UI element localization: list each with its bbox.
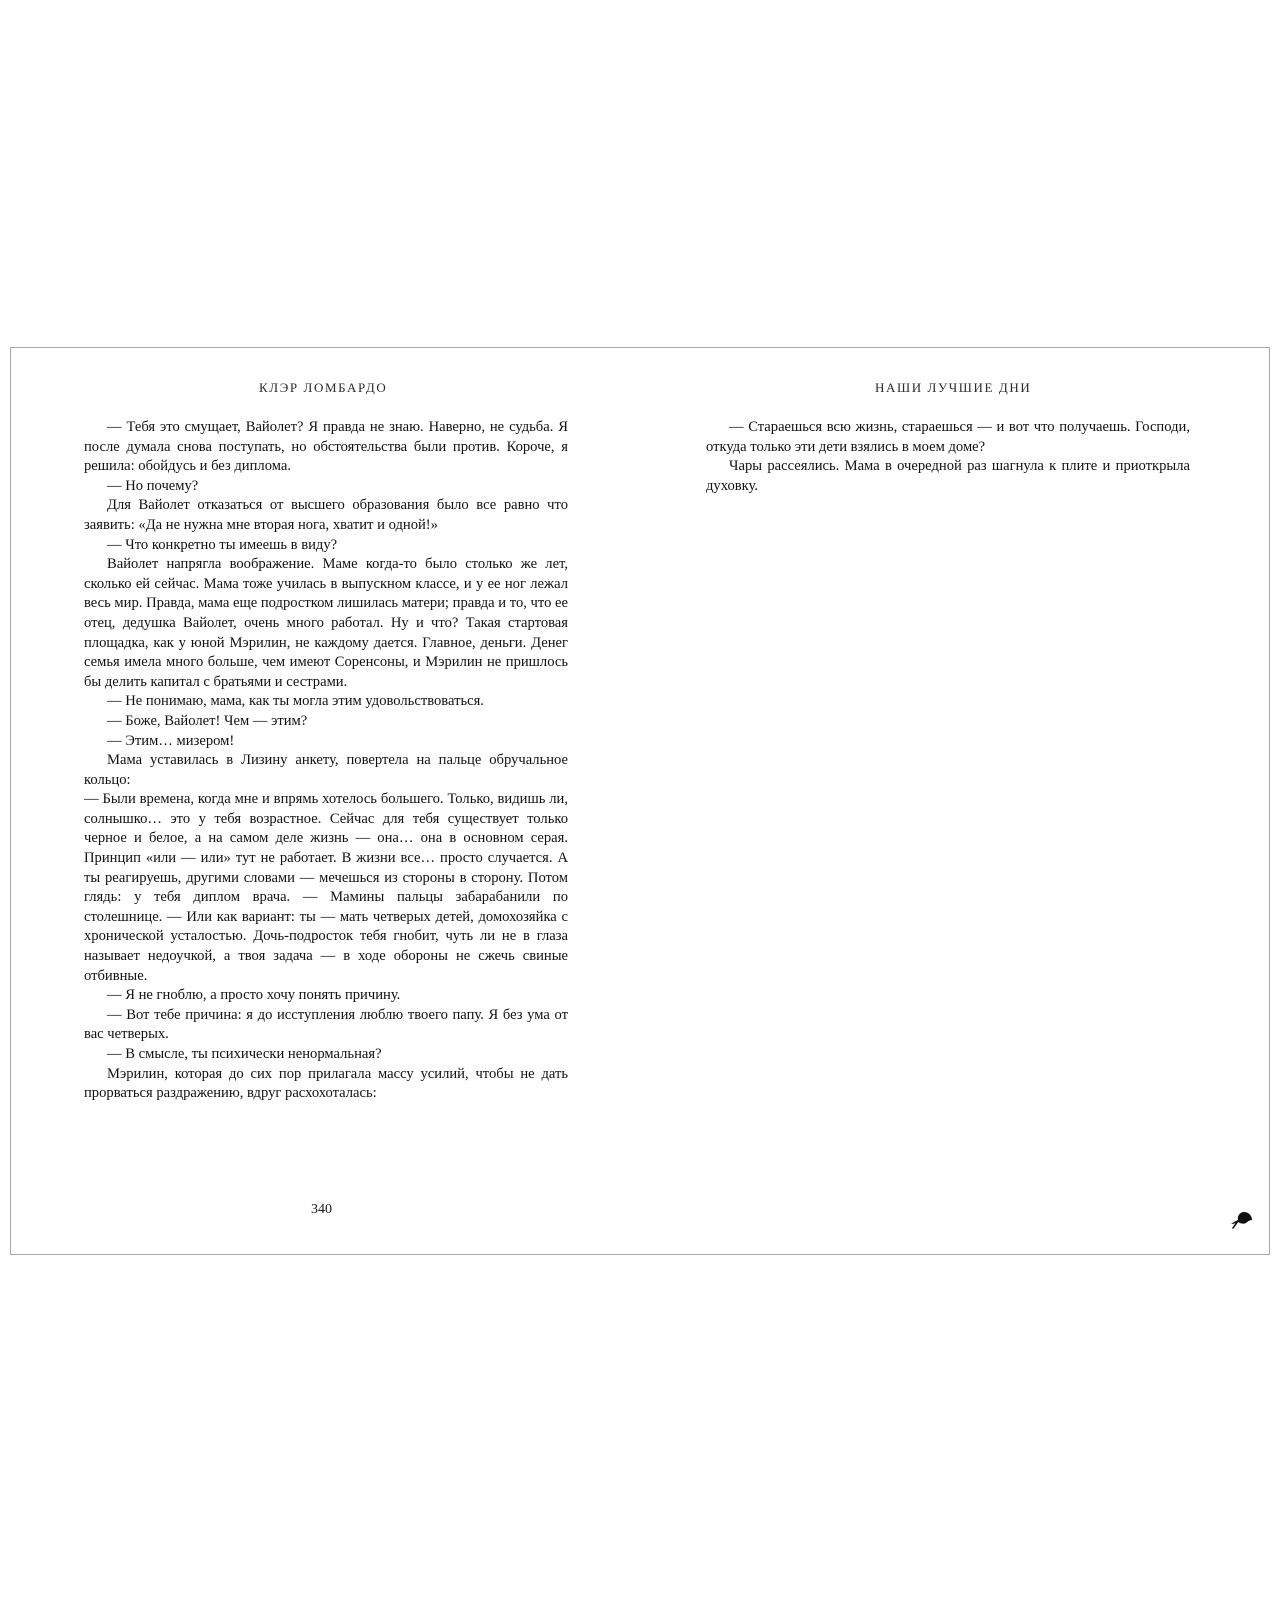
running-head-author: КЛЭР ЛОМБАРДО [259,380,388,395]
paragraph: — Я не гноблю, а просто хочу понять причину. [107,987,401,1004]
paragraph: — Не понимаю, мама, как ты могла этим удовольствоваться. [107,693,484,710]
paragraph: — Этим… мизером! [107,732,235,749]
paragraph: Мэрилин, которая до сих пор прилагала массу усилий, чтобы не дать прорваться раздражению, вдруг расхохоталась: [84,1065,568,1102]
book-spread [10,347,1270,1255]
paragraph: Для Вайолет отказаться от высшего образования было все равно что заявить: «Да не нужна мне вторая нога, хватит и одной!» [84,497,568,533]
left-page-text [84,418,568,1104]
running-head-title: НАШИ ЛУЧШИЕ ДНИ [875,380,1032,395]
paragraph: Вайолет напрягла воображение. Маме когда-то было столько же лет, сколько ей сейчас. Мама тоже училась в выпускном классе, и у ее ног лежал весь мир. Правда, мама еще подростком лишилась матери; правда и то, что ее отец, дедушка Вайолет, очень много работал. Ну и что? Такая стартовая площадка, как у юной Мэрилин, не каждому дается. Главное, деньги. Денег семья имела много больше, чем имеют Соренсоны, и Мэрилин не пришлось бы делить капитал с братьями и сестрами. [84,556,568,690]
paragraph: — Были времена, когда мне и впрямь хотелось большего. Только, видишь ли, солнышко… это у тебя возрастное. Сейчас для тебя существует только черное и белое, а на самом деле жизнь — она… она в основном серая. Принцип «или — или» тут не работает. В жизни все… просто случается. А ты реагируешь, другими словами — мечешься из стороны в сторону. Потом глядь: у тебя диплом врача. — Мамины пальцы забарабанили по столешнице. — Или как вариант: ты — мать четверых детей, домохозяйка с хронической усталостью. Дочь-подросток тебя гнобит, чуть ли не в глаза называет недоучкой, а твоя задача — в ходе обороны не сжечь свиные отбивные. [84,791,568,984]
paragraph: — Тебя это смущает, Вайолет? Я правда не знаю. Наверно, не судьба. Я после думала снова поступать, но обстоятельства были против. Короче, я решила: обойдусь и без диплома. [84,419,568,475]
page-number: 340 [311,1202,332,1217]
paragraph: — Но почему? [107,477,199,494]
paragraph: — Стараешься всю жизнь, стараешься — и вот что получаешь. Господи, откуда только эти дети взялись в моем доме? [706,419,1190,455]
paragraph: — Что конкретно ты имеешь в виду? [107,536,338,553]
paragraph: Мама уставилась в Лизину анкету, повертела на пальце обручальное кольцо: [84,752,568,788]
paragraph: — В смысле, ты психически ненормальная? [107,1046,382,1062]
paragraph: Чары рассеялись. Мама в очередной раз шагнула к плите и приоткрыла духовку. [706,458,1190,494]
ginkgo-leaf-icon [1228,1209,1254,1229]
paragraph: — Вот тебе причина: я до исступления люблю твоего папу. Я без ума от вас четверых. [84,1006,568,1043]
right-page-text [706,418,1190,496]
paragraph: — Боже, Вайолет! Чем — этим? [107,712,308,729]
